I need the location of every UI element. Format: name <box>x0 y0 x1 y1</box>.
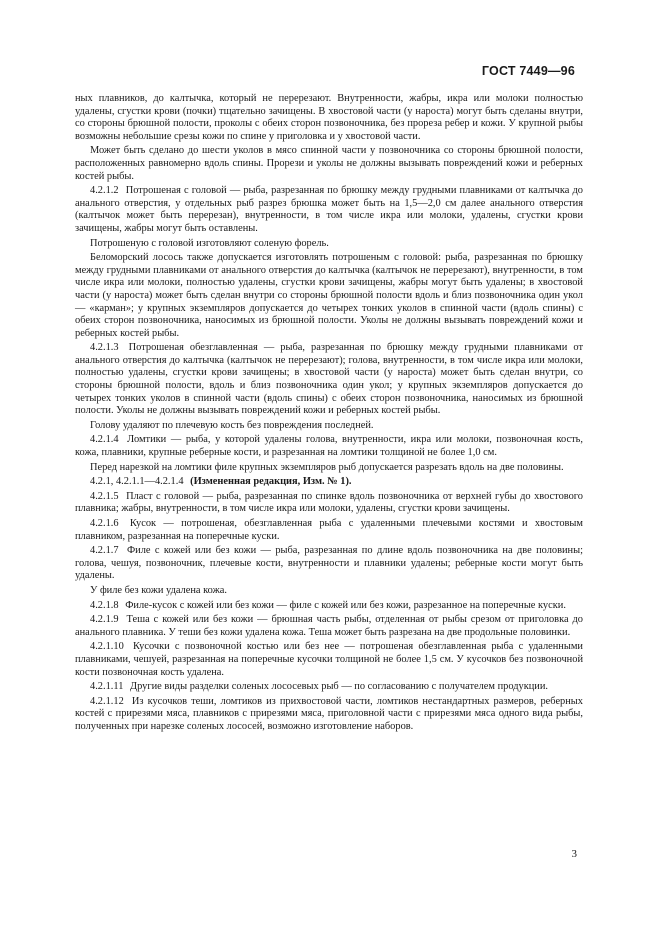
paragraph-text: Голову удаляют по плечевую кость без повреждения последней. <box>90 419 374 431</box>
clause-4-2-1-3 <box>75 342 583 418</box>
paragraph-text: У филе без кожи удалена кожа. <box>90 584 227 596</box>
clause-4-2-1-5 <box>75 491 583 516</box>
clause-number: 4.2.1.12 <box>90 695 124 707</box>
clause-number: 4.2.1.11 <box>90 681 124 693</box>
clause-text: Другие виды разделки соленых лососевых рыб — по согласованию с получателем продукции. <box>130 681 549 693</box>
clause-4-2-1-11 <box>75 681 583 694</box>
document-body <box>75 93 583 734</box>
clause-4-2-1-9 <box>75 614 583 639</box>
paragraph <box>75 145 583 183</box>
clause-4-2-1-6 <box>75 518 583 543</box>
clause-4-2-1-10 <box>75 641 583 679</box>
clause-text: Пласт с головой — рыба, разрезанная по спинке вдоль позвоночника от верхней губы до хвостового плавника; жабры, внутренности, в том числе икра или молоки, удалены, сгустки крови зачищены. <box>75 490 583 515</box>
clause-text: Филе-кусок с кожей или без кожи — филе с кожей или без кожи, разрезанное на поперечные куски. <box>125 599 566 611</box>
paragraph <box>75 238 583 251</box>
paragraph-text: Может быть сделано до шести уколов в мясо спинной части у позвоночника со стороны брюшной полости, расположенных равномерно вдоль спины. Прорези и уколы не должны вызывать повреждений кожи и реберных костей рыбы. <box>75 145 583 182</box>
clause-number: 4.2.1.2 <box>90 185 119 197</box>
clause-number: 4.2.1.9 <box>90 614 119 626</box>
clause-number: 4.2.1.4 <box>90 434 119 446</box>
clause-text: Кусок — потрошеная, обезглавленная рыба с удаленными плечевыми костями и хвостовым плавником, разрезанная на поперечные куски. <box>75 518 583 542</box>
paragraph <box>75 585 583 598</box>
clause-text: Потрошеная обезглавленная — рыба, разрезанная по брюшку между грудными плавниками от анального отверстия до калтычка (калтычок не перерезают); голова, внутренности, в том числе икра или молоки, полностью удалены, сгустки крови зачищены; в хвостовой части (у нароста) может быть сделан внутри, со стороны брюшной полости, вдоль и близ позвоночника один укол; у крупных экземпляров допускается до четырех тонких уколов в спинной части (вдоль спины) с обеих сторон позвоночника, наносимых из брюшной полости. Уколы не должны вызывать повреждений кожи и реберных костей рыбы. <box>75 342 583 417</box>
clause-number: 4.2.1.10 <box>90 641 124 653</box>
clause-4-2-1-4 <box>75 434 583 459</box>
paragraph-text: Беломорский лосось также допускается изготовлять потрошеным с головой: рыба, разрезанная по брюшку между грудными плавниками от анального отверстия до калтычка (калтычок не перерезают), внутренности, в том числе икра или молоки, полностью удалены, сгустки крови зачищены, жабры могут быть удалены; в хвостовой части (у нароста) может быть сделан внутри со стороны брюшной полости вдоль и близ позвоночника один укол — «карман»; у крупных экземпляров допускается до четырех тонких уколов в спинной части (вдоль спины) с обеих сторон позвоночника, наносимых из брюшной полости. Уколы не должны вызывать повреждений кожи и реберных костей рыбы. <box>75 252 583 339</box>
clause-text: Потрошеная с головой — рыба, разрезанная по брюшку между грудными плавниками от калтычка до анального отверстия, у отдельных рыб разрез брюшка может быть на 1,5—2,0 см далее анального отверстия (калтычок может быть перерезан), внутренности, в том числе икра или молоки, удалены, сгустки крови зачищены, жабры могут быть оставлены. <box>75 185 583 234</box>
clause-4-2-1-2 <box>75 185 583 235</box>
paragraph-text: Потрошеную с головой изготовляют соленую форель. <box>90 237 329 249</box>
clause-text: Ломтики — рыба, у которой удалены голова, внутренности, икра или молоки, позвоночная кость, кожа, плавники, крупные реберные кости, и разрезанная на ломтики толщиной не более 1,0 см. <box>75 434 583 459</box>
paragraph <box>75 420 583 433</box>
clause-text: Кусочки с позвоночной костью или без нее — потрошеная обезглавленная рыба с удаленными плавниками, чешуей, разрезанная на поперечные кусочки толщиной не более 1,5 см. У кусочков без позвоночной кости позвоночная кость удалена. <box>75 641 583 678</box>
paragraph-continuation <box>75 93 583 143</box>
clause-number: 4.2.1.6 <box>90 518 119 529</box>
page-number: 3 <box>571 848 577 860</box>
clause-number: 4.2.1.3 <box>90 342 119 354</box>
amendment-text: (Измененная редакция, Изм. № 1). <box>190 476 352 488</box>
clause-number: 4.2.1.7 <box>90 545 119 557</box>
clause-text: Филе с кожей или без кожи — рыба, разрезанная по длине вдоль позвоночника на две половины; голова, чешуя, позвоночник, плечевые кости, внутренности и плавники удалены; реберные кости могут быть удалены. <box>75 545 583 582</box>
paragraph-text: ных плавников, до калтычка, который не перерезают. Внутренности, жабры, икра или молоки полностью удалены, сгустки крови (почки) тщательно зачищены. В хвостовой части (у нароста) могут быть сделаны внутри, со стороны брюшной полости, проколы с обеих сторон позвоночника, без прореза ребер и кожи. У крупной рыбы возможны небольшие срезы кожи по спине у приголовка и у хвостовой части. <box>75 93 583 142</box>
paragraph <box>75 252 583 340</box>
amendment-note <box>75 476 583 489</box>
clause-number: 4.2.1.5 <box>90 490 119 502</box>
clause-text: Из кусочков теши, ломтиков из прихвостовой части, ломтиков нестандартных размеров, реберных костей с прирезями мяса, плавников с прирезями мяса, приголовной части с прирезями мяса одного вида рыбы, полученных при нарезке соленых лососей, возможно изготовление наборов. <box>75 695 583 732</box>
clause-4-2-1-12 <box>75 696 583 734</box>
paragraph <box>75 462 583 475</box>
clause-number: 4.2.1.8 <box>90 599 119 611</box>
clause-4-2-1-7 <box>75 545 583 583</box>
standard-designation: ГОСТ 7449—96 <box>481 64 575 78</box>
paragraph-text: Перед нарезкой на ломтики филе крупных экземпляров рыб допускается разрезать вдоль на две половины. <box>90 461 564 473</box>
clause-text: Теша с кожей или без кожи — брюшная часть рыбы, отделенная от рыбы срезом от приголовка до анального плавника. У теши без кожи удалена кожа. Теша может быть разрезана на две продольные половинки. <box>75 614 583 638</box>
clause-number: 4.2.1, 4.2.1.1—4.2.1.4 <box>90 476 184 488</box>
clause-4-2-1-8 <box>75 600 583 613</box>
